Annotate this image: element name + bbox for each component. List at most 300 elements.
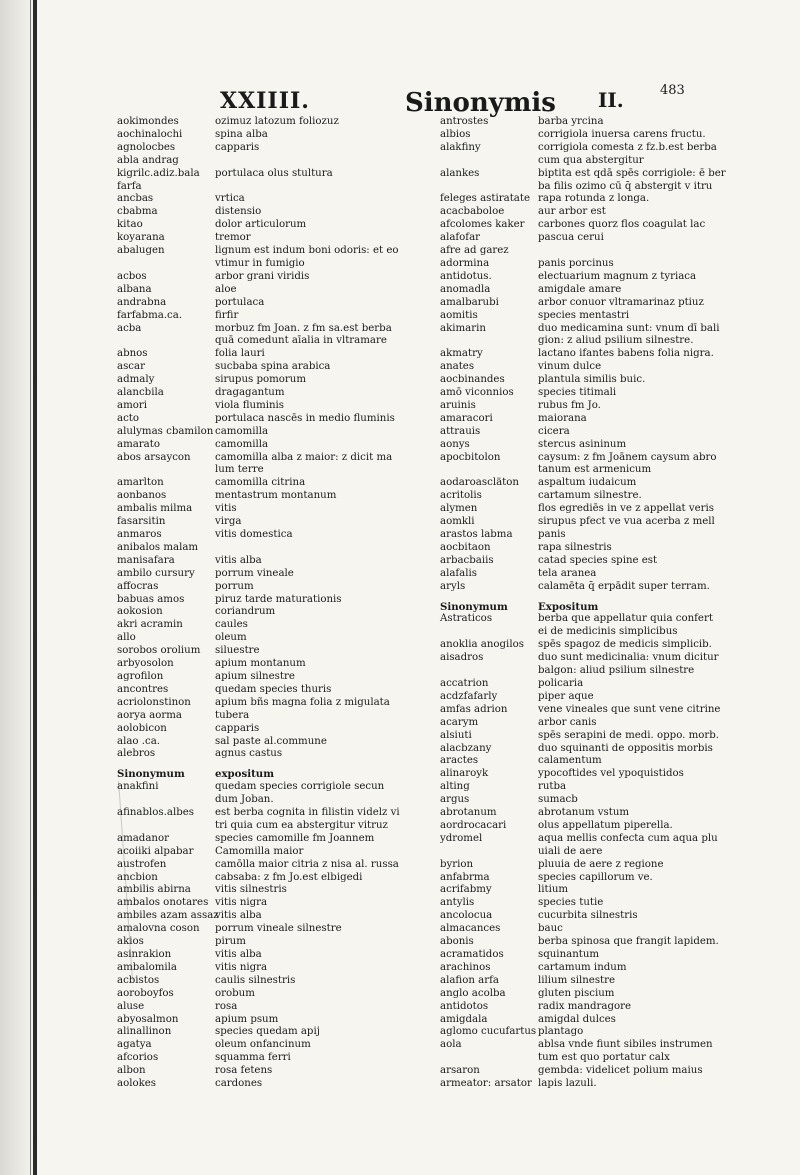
entry-definition: policaria — [538, 677, 584, 689]
glossary-entry — [117, 219, 447, 232]
entry-term: alafion arfa — [440, 974, 499, 986]
entry-definition: portulaca olus stultura — [215, 167, 333, 179]
entry-definition: Expositum — [538, 600, 599, 613]
entry-definition: arbor grani viridis — [215, 270, 310, 282]
entry-term — [117, 464, 215, 477]
entry-definition: species titimali — [538, 387, 617, 399]
entry-term: amfas adrion — [440, 703, 508, 715]
entry-term: ydromel — [440, 832, 483, 844]
entry-definition: gion: z aliud psilium silnestre. — [538, 335, 694, 347]
glossary-entry — [440, 1014, 770, 1027]
entry-term: aordrocacari — [440, 819, 507, 831]
entry-definition: sucbaba spina arabica — [215, 361, 331, 373]
entry-term: ambiles azam assaz — [117, 910, 219, 922]
entry-definition: mentastrum montanum — [215, 490, 337, 502]
entry-definition — [215, 155, 447, 168]
glossary-entry — [117, 794, 447, 807]
glossary-entry — [117, 846, 447, 859]
entry-definition: panis — [538, 529, 566, 540]
entry-definition: arbor conuor vltramarinaz ptiuz — [538, 296, 704, 308]
entry-definition: ei de medicinis simplicibus — [538, 626, 678, 638]
glossary-entry — [117, 555, 447, 568]
entry-definition — [538, 245, 770, 258]
entry-definition: uiali de aere — [538, 845, 603, 857]
entry-definition: species quedam apij — [215, 1026, 320, 1038]
entry-definition: expositum — [215, 768, 274, 781]
glossary-entry — [117, 606, 447, 619]
glossary-entry — [440, 193, 770, 206]
entry-term: amalbarubi — [440, 296, 499, 308]
binding-edge — [30, 0, 31, 1175]
glossary-entry — [117, 284, 447, 297]
entry-term: adormina — [440, 257, 490, 269]
entry-term: antrostes — [440, 116, 489, 127]
glossary-entry — [117, 975, 447, 988]
entry-definition: agnus castus — [215, 748, 283, 760]
entry-definition: corrigiola inuersa carens fructu. — [538, 128, 706, 140]
entry-term: anglo acolba — [440, 987, 506, 999]
glossary-entry — [117, 859, 447, 872]
entry-term: acba — [117, 322, 142, 334]
glossary-entry — [440, 400, 770, 413]
entry-definition: coriandrum — [215, 606, 276, 618]
running-head-left: XXIIII. — [220, 88, 310, 114]
entry-term: abonis — [440, 936, 474, 948]
entry-term — [440, 846, 538, 859]
entry-definition: spina alba — [215, 128, 268, 140]
entry-term: alting — [440, 781, 470, 793]
entry-definition: viola fluminis — [215, 399, 285, 411]
entry-term: aola — [440, 1039, 462, 1051]
glossary-entry — [440, 626, 770, 639]
glossary-entry — [440, 206, 770, 219]
entry-term — [117, 794, 215, 807]
entry-definition: sirupus pomorum — [215, 374, 307, 386]
glossary-entry — [117, 736, 447, 749]
entry-term: acoiiki alpabar — [117, 845, 194, 857]
glossary-entry — [440, 1052, 770, 1065]
glossary-entry — [440, 665, 770, 678]
glossary-entry — [440, 833, 770, 846]
glossary-entry — [117, 439, 447, 452]
glossary-entry — [117, 361, 447, 374]
entry-term: austrofen — [117, 858, 167, 870]
glossary-entry — [117, 168, 447, 181]
glossary-entry — [117, 1001, 447, 1014]
glossary-entry — [117, 684, 447, 697]
entry-definition: porrum vineale silnestre — [215, 923, 342, 935]
entry-definition: vitis alba — [215, 554, 262, 566]
glossary-entry — [117, 206, 447, 219]
glossary-entry — [440, 516, 770, 529]
entry-definition: apium montanum — [215, 658, 306, 670]
entry-definition: lilium silnestre — [538, 974, 616, 986]
glossary-entry — [440, 503, 770, 516]
entry-definition: berba que appellatur quia confert — [538, 613, 713, 625]
entry-definition: cartamum indum — [538, 961, 627, 973]
entry-term: aocbinandes — [440, 374, 505, 386]
glossary-entry — [440, 284, 770, 297]
glossary-entry — [117, 426, 447, 439]
entry-term: ambilo cursury — [117, 567, 195, 579]
entry-definition: cum qua abstergitur — [538, 154, 644, 166]
glossary-entry — [117, 129, 447, 142]
entry-definition: est berba cognita in filistin videlz vi — [215, 807, 400, 819]
glossary-entry — [117, 297, 447, 310]
entry-term: allo — [117, 632, 136, 644]
glossary-entry — [117, 193, 447, 206]
glossary-entry — [440, 652, 770, 665]
entry-term: anakfini — [117, 781, 159, 793]
entry-term: aruinis — [440, 399, 476, 411]
glossary-entry — [440, 975, 770, 988]
glossary-entry — [440, 310, 770, 323]
entry-definition: calamentum — [538, 755, 602, 767]
glossary-entry — [117, 516, 447, 529]
entry-term: acto — [117, 412, 140, 424]
glossary-entry — [117, 413, 447, 426]
entry-term: antidotus. — [440, 270, 492, 282]
glossary-entry — [117, 645, 447, 658]
entry-definition: vrtica — [215, 193, 245, 205]
glossary-entry — [117, 464, 447, 477]
entry-term: arachinos — [440, 961, 491, 973]
glossary-entry — [440, 691, 770, 704]
entry-term: amarato — [117, 438, 160, 450]
entry-term: aochinalochi — [117, 128, 183, 140]
entry-term: aorya aorma — [117, 709, 182, 721]
entry-term: abos arsaycon — [117, 451, 191, 463]
entry-definition: catad species spine est — [538, 554, 658, 566]
glossary-entry — [440, 897, 770, 910]
entry-definition: oleum — [215, 632, 247, 644]
entry-term: ancbas — [117, 193, 154, 205]
glossary-entry — [117, 542, 447, 555]
glossary-entry — [440, 568, 770, 581]
entry-definition: species tutie — [538, 897, 604, 909]
entry-definition: cabsaba: z fm Jo.est elbigedi — [215, 871, 363, 883]
entry-term: sorobos orolium — [117, 645, 201, 657]
entry-definition: tremor — [215, 232, 251, 244]
entry-definition: camomilla — [215, 438, 269, 450]
entry-term: aluse — [117, 1000, 145, 1012]
entry-term: alao .ca. — [117, 735, 161, 747]
entry-definition: lum terre — [215, 464, 264, 476]
glossary-entry — [440, 477, 770, 490]
entry-definition: Camomilla maior — [215, 845, 304, 857]
entry-definition: quā comedunt aīalia in vltramare — [215, 335, 387, 347]
glossary-entry — [440, 639, 770, 652]
entry-term: aokimondes — [117, 116, 179, 127]
entry-term — [440, 335, 538, 348]
glossary-entry — [440, 323, 770, 336]
glossary-entry — [117, 632, 447, 645]
entry-term: accatrion — [440, 677, 489, 689]
entry-term: aomitis — [440, 309, 478, 321]
glossary-entry — [440, 962, 770, 975]
glossary-entry — [117, 1078, 447, 1091]
entry-definition: amigdale amare — [538, 283, 622, 295]
glossary-entry — [117, 142, 447, 155]
glossary-entry — [117, 781, 447, 794]
entry-definition: sumacb — [538, 794, 578, 806]
entry-definition: dragagantum — [215, 387, 285, 399]
entry-term: afcorios — [117, 1052, 159, 1064]
entry-definition: vtimur in fumigio — [215, 257, 305, 269]
glossary-entry — [440, 490, 770, 503]
glossary-entry — [440, 155, 770, 168]
entry-definition: vitis domestica — [215, 529, 293, 540]
entry-term: anoklia anogilos — [440, 639, 524, 651]
glossary-entry — [117, 962, 447, 975]
entry-term: attrauis — [440, 425, 481, 437]
entry-term — [440, 626, 538, 639]
glossary-entry — [117, 155, 447, 168]
entry-definition: camomilla alba z maior: z dicit ma — [215, 451, 393, 463]
glossary-entry — [117, 271, 447, 284]
glossary-entry — [117, 116, 447, 129]
entry-definition: vinum dulce — [538, 361, 602, 373]
section-heading-row — [117, 768, 447, 781]
entry-term: amarlton — [117, 477, 164, 489]
entry-definition: abrotanum vstum — [538, 807, 630, 819]
entry-definition: vitis alba — [215, 910, 262, 922]
entry-term: amalovna coson — [117, 923, 200, 935]
glossary-entry — [440, 820, 770, 833]
entry-definition: plantula similis buic. — [538, 374, 646, 386]
entry-term: abyosalmon — [117, 1013, 179, 1025]
entry-definition: cardones — [215, 1078, 263, 1090]
entry-definition: porrum — [215, 580, 254, 592]
entry-term: aodaroascläton — [440, 477, 519, 489]
entry-definition: firfir — [215, 309, 239, 321]
entry-term: babuas amos — [117, 593, 185, 605]
glossary-entry — [117, 310, 447, 323]
entry-definition: apium bñs magna folia z migulata — [215, 696, 390, 708]
entry-term: amaracori — [440, 412, 493, 424]
entry-term — [440, 464, 538, 477]
glossary-entry — [117, 348, 447, 361]
glossary-entry — [117, 697, 447, 710]
entry-term: aolobicon — [117, 722, 167, 734]
glossary-entry — [440, 949, 770, 962]
entry-definition: orobum — [215, 987, 255, 999]
entry-term: aocbitaon — [440, 541, 491, 553]
entry-term: afcolomes kaker — [440, 219, 525, 231]
entry-definition: ozimuz latozum foliozuz — [215, 116, 339, 127]
entry-term: arbacbaiis — [440, 554, 494, 566]
entry-term: arbyosolon — [117, 658, 174, 670]
entry-definition: vitis — [215, 503, 237, 515]
entry-term: ambalis milma — [117, 503, 193, 515]
entry-term: acarym — [440, 716, 479, 728]
glossary-entry — [440, 781, 770, 794]
entry-term: aonys — [440, 438, 470, 450]
section-gap — [117, 761, 447, 768]
entry-term: kitao — [117, 219, 143, 231]
entry-definition: squamma ferri — [215, 1052, 291, 1064]
entry-definition: tri quia cum ea abstergitur vitruz — [215, 819, 388, 831]
entry-term: anates — [440, 361, 475, 373]
glossary-entry — [440, 743, 770, 756]
entry-term: antidotos — [440, 1000, 489, 1012]
glossary-entry — [117, 671, 447, 684]
entry-term: albana — [117, 283, 152, 295]
entry-term: Sinonymum — [117, 768, 185, 781]
glossary-entry — [440, 232, 770, 245]
entry-definition: apium psum — [215, 1013, 279, 1025]
entry-term: acacbaboloe — [440, 206, 505, 218]
entry-term: agnolocbes — [117, 141, 176, 153]
glossary-entry — [440, 1026, 770, 1039]
entry-term — [440, 155, 538, 168]
entry-definition: camomilla citrina — [215, 477, 306, 489]
glossary-entry — [440, 846, 770, 859]
entry-term: koyarana — [117, 232, 165, 244]
glossary-entry — [117, 1052, 447, 1065]
entry-term: akimarin — [440, 322, 486, 334]
entry-term: aglomo cucufartus — [440, 1026, 537, 1038]
entry-term: anfabrma — [440, 871, 490, 883]
glossary-entry — [440, 704, 770, 717]
glossary-entry — [440, 923, 770, 936]
glossary-entry — [440, 768, 770, 781]
entry-term: ambalos onotares — [117, 897, 209, 909]
entry-definition: maiorana — [538, 412, 587, 424]
entry-term: alakfiny — [440, 141, 481, 153]
entry-term: farfabma.ca. — [117, 309, 183, 321]
entry-definition — [215, 542, 447, 555]
entry-definition: porrum vineale — [215, 567, 294, 579]
glossary-entry — [440, 542, 770, 555]
glossary-entry — [440, 245, 770, 258]
glossary-entry — [117, 1026, 447, 1039]
right-glossary-column — [440, 116, 770, 1091]
entry-term: acramatidos — [440, 949, 504, 960]
entry-definition: quedam species corrigiole secun — [215, 781, 385, 793]
entry-definition: ypocoftides vel ypoquistidos — [538, 768, 684, 780]
glossary-entry — [440, 1065, 770, 1078]
entry-term: amori — [117, 399, 147, 411]
glossary-entry — [117, 1065, 447, 1078]
entry-term — [440, 181, 538, 194]
entry-term: acriolonstinon — [117, 696, 191, 708]
glossary-entry — [117, 581, 447, 594]
entry-definition: spēs serapini de medi. oppo. morb. — [538, 729, 720, 741]
entry-term: abnos — [117, 348, 148, 360]
entry-definition: calamēta q̄ erpādit super terram. — [538, 580, 710, 592]
entry-term: alsiuti — [440, 729, 472, 741]
glossary-entry — [117, 452, 447, 465]
glossary-entry — [440, 439, 770, 452]
entry-definition: vitis nigra — [215, 961, 268, 973]
entry-definition: vitis silnestris — [215, 884, 287, 896]
entry-term: aisadros — [440, 652, 484, 664]
glossary-entry — [117, 245, 447, 258]
entry-term: ascar — [117, 361, 145, 373]
entry-term: apocbitolon — [440, 451, 501, 463]
glossary-entry — [440, 361, 770, 374]
entry-term: arsaron — [440, 1065, 480, 1077]
glossary-entry — [440, 581, 770, 594]
glossary-entry — [440, 529, 770, 542]
entry-definition: ablsa vnde fiunt sibiles instrumen — [538, 1039, 713, 1051]
glossary-entry — [117, 477, 447, 490]
entry-definition: sirupus pfect ve vua acerba z mell — [538, 516, 715, 528]
entry-definition: cicera — [538, 425, 570, 437]
entry-definition: plantago — [538, 1026, 584, 1038]
entry-definition: duo medicamina sunt: vnum dī bali — [538, 322, 720, 334]
entry-term: acbos — [117, 270, 147, 282]
entry-term: ancolocua — [440, 910, 493, 922]
glossary-entry — [117, 335, 447, 348]
glossary-entry — [117, 872, 447, 885]
entry-term: arastos labma — [440, 529, 513, 540]
entry-definition: aloe — [215, 283, 237, 295]
entry-term: kigrilc.adiz.bala — [117, 167, 200, 179]
entry-definition: vitis nigra — [215, 897, 268, 909]
entry-definition — [215, 181, 447, 194]
entry-term: affocras — [117, 580, 159, 592]
entry-term: cbabma — [117, 206, 158, 218]
entry-definition: piper aque — [538, 690, 594, 702]
entry-definition: quedam species thuris — [215, 683, 332, 695]
glossary-entry — [117, 820, 447, 833]
entry-definition: species capillorum ve. — [538, 871, 653, 883]
entry-definition: rubus fm Jo. — [538, 399, 601, 411]
entry-definition: tanum est armenicum — [538, 464, 652, 476]
glossary-entry — [117, 910, 447, 923]
entry-definition: apium silnestre — [215, 670, 295, 682]
entry-term: alankes — [440, 167, 480, 179]
glossary-entry — [117, 723, 447, 736]
entry-term: acdzfafarly — [440, 690, 498, 702]
left-glossary-column — [117, 116, 447, 1091]
glossary-entry — [117, 1014, 447, 1027]
glossary-entry — [440, 936, 770, 949]
glossary-entry — [440, 219, 770, 232]
glossary-entry — [117, 568, 447, 581]
entry-definition: portulaca — [215, 296, 265, 308]
entry-definition: aur arbor est — [538, 206, 606, 218]
glossary-entry — [117, 503, 447, 516]
entry-term: alinaroyk — [440, 768, 489, 780]
entry-term: argus — [440, 794, 470, 806]
entry-term: abalugen — [117, 245, 165, 257]
entry-term: fasarsitin — [117, 516, 166, 528]
entry-term: alinallinon — [117, 1026, 172, 1038]
entry-term: acbistos — [117, 974, 160, 986]
glossary-entry — [117, 936, 447, 949]
entry-definition: arbor canis — [538, 716, 597, 728]
entry-definition: cucurbita silnestris — [538, 910, 638, 922]
glossary-entry — [117, 1039, 447, 1052]
entry-term: Sinonymum — [440, 600, 508, 613]
glossary-entry — [117, 807, 447, 820]
entry-term: ancontres — [117, 683, 169, 695]
glossary-entry — [440, 116, 770, 129]
entry-term — [440, 665, 538, 678]
entry-definition: pluuia de aere z regione — [538, 858, 664, 870]
entry-term: amadanor — [117, 832, 169, 844]
entry-definition: squinantum — [538, 949, 600, 960]
entry-definition: corrigiola comesta z fz.b.est berba — [538, 141, 717, 153]
glossary-entry — [440, 426, 770, 439]
entry-definition: lignum est indum boni odoris: et eo — [215, 245, 399, 257]
entry-definition: berba spinosa que frangit lapidem. — [538, 936, 719, 948]
entry-term: acritolis — [440, 490, 482, 502]
entry-term: antylis — [440, 897, 475, 909]
